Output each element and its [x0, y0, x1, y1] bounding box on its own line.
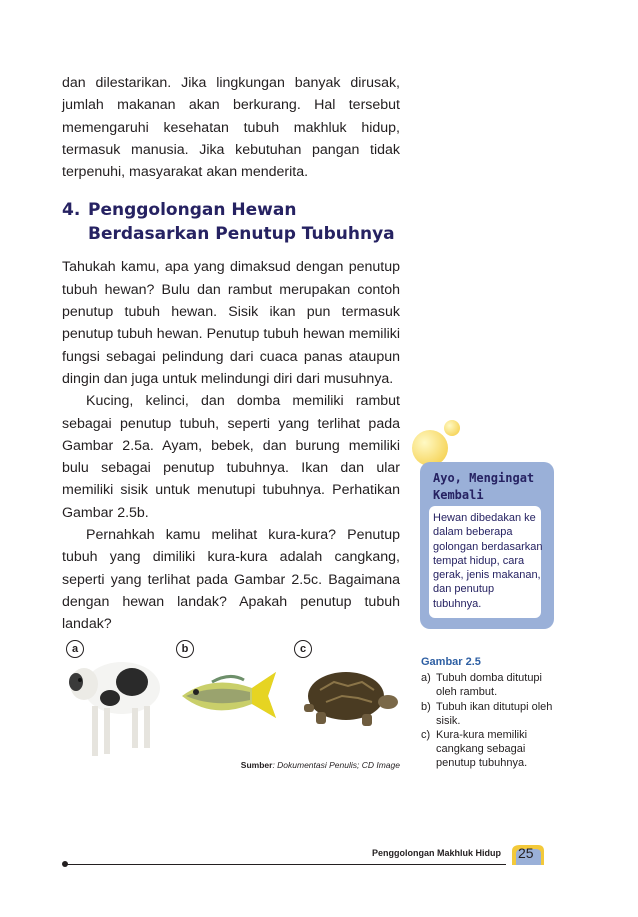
section-number: 4.: [62, 200, 81, 221]
figure-label-a: a: [66, 640, 84, 658]
reminder-title: Ayo, Mengingat Kembali: [433, 471, 535, 502]
source-text: : Dokumentasi Penulis; CD Image: [272, 760, 400, 770]
fish-photo: [172, 636, 282, 778]
paragraph-intro: dan dilestarikan. Jika lingkungan banyak dirusak, jumlah makanan akan berkurang. Hal tersebut memengaruhi kesehatan tubuh makhluk hidup, termasuk manusia. Jika kebutuhan pangan tidak terpenuhi, masyarakat akan menderita.: [62, 75, 400, 181]
caption-item: [421, 728, 561, 771]
source-label: Sumber: [240, 760, 273, 770]
main-column: [62, 72, 400, 636]
caption-item-text: Tubuh ikan ditutupi oleh sisik.: [436, 700, 553, 727]
caption-title: Gambar 2.5: [421, 656, 481, 668]
figure-source: [241, 760, 400, 770]
section-title: Penggolongan Hewan Berdasarkan Penutup Tubuhnya: [88, 200, 395, 245]
reminder-text: Hewan dibedakan ke dalam beberapa golongan berdasarkan tempat hidup, cara gerak, jenis makanan, dan penutup tubuhnya.: [433, 512, 543, 610]
figure-label-c: c: [294, 640, 312, 658]
tortoise-illustration: [290, 636, 400, 778]
section-heading: [62, 198, 400, 246]
bubble-decoration-large: [412, 430, 448, 466]
caption-item-text: Kura-kura memiliki cangkang sebagai penutup tubuhnya.: [436, 729, 528, 770]
caption-item: [421, 671, 561, 699]
caption-item: [421, 700, 561, 728]
caption-item-text: Tubuh domba ditutupi oleh rambut.: [436, 672, 542, 699]
footer-rule: [66, 864, 506, 865]
fish-illustration: [172, 636, 282, 778]
bubble-decoration-small: [444, 420, 460, 436]
figure-strip: [62, 636, 400, 778]
tortoise-photo: [290, 636, 400, 778]
figure-caption: [421, 655, 561, 771]
reminder-box: [420, 462, 554, 629]
caption-item-label: a): [421, 672, 431, 685]
caption-item-label: b): [421, 700, 431, 713]
paragraph-body-3: Pernahkah kamu melihat kura-kura? Penutup tubuh yang dimiliki kura-kura adalah cangkang, seperti yang terlihat pada Gambar 2.5c. Bagaimana dengan hewan landak? Apakah penutup tubuh landak?: [62, 527, 400, 633]
figure-label-b: b: [176, 640, 194, 658]
page-number: 25: [518, 845, 534, 861]
footer-chapter: Penggolongan Makhluk Hidup: [372, 848, 501, 858]
paragraph-body-2: Kucing, kelinci, dan domba memiliki rambut sebagai penutup tubuh, seperti yang terlihat pada Gambar 2.5a. Ayam, bebek, dan burung memiliki bulu sebagai penutup tubuhnya. Ikan dan ular memiliki sisik untuk menutupi tubuhnya. Perhatikan Gambar 2.5b.: [62, 393, 400, 521]
paragraph-body-1: Tahukah kamu, apa yang dimaksud dengan penutup tubuh hewan? Bulu dan rambut merupakan contoh penutup tubuh hewan. Sisik ikan pun termasuk penutup tubuh hewan. Penutup tubuh hewan memiliki fungsi sebagai pelindung dari cuaca panas ataupun dingin dan juga untuk melindungi diri dari musuhnya.: [62, 259, 400, 387]
sheep-photo: [62, 636, 162, 778]
caption-item-label: c): [421, 729, 431, 742]
